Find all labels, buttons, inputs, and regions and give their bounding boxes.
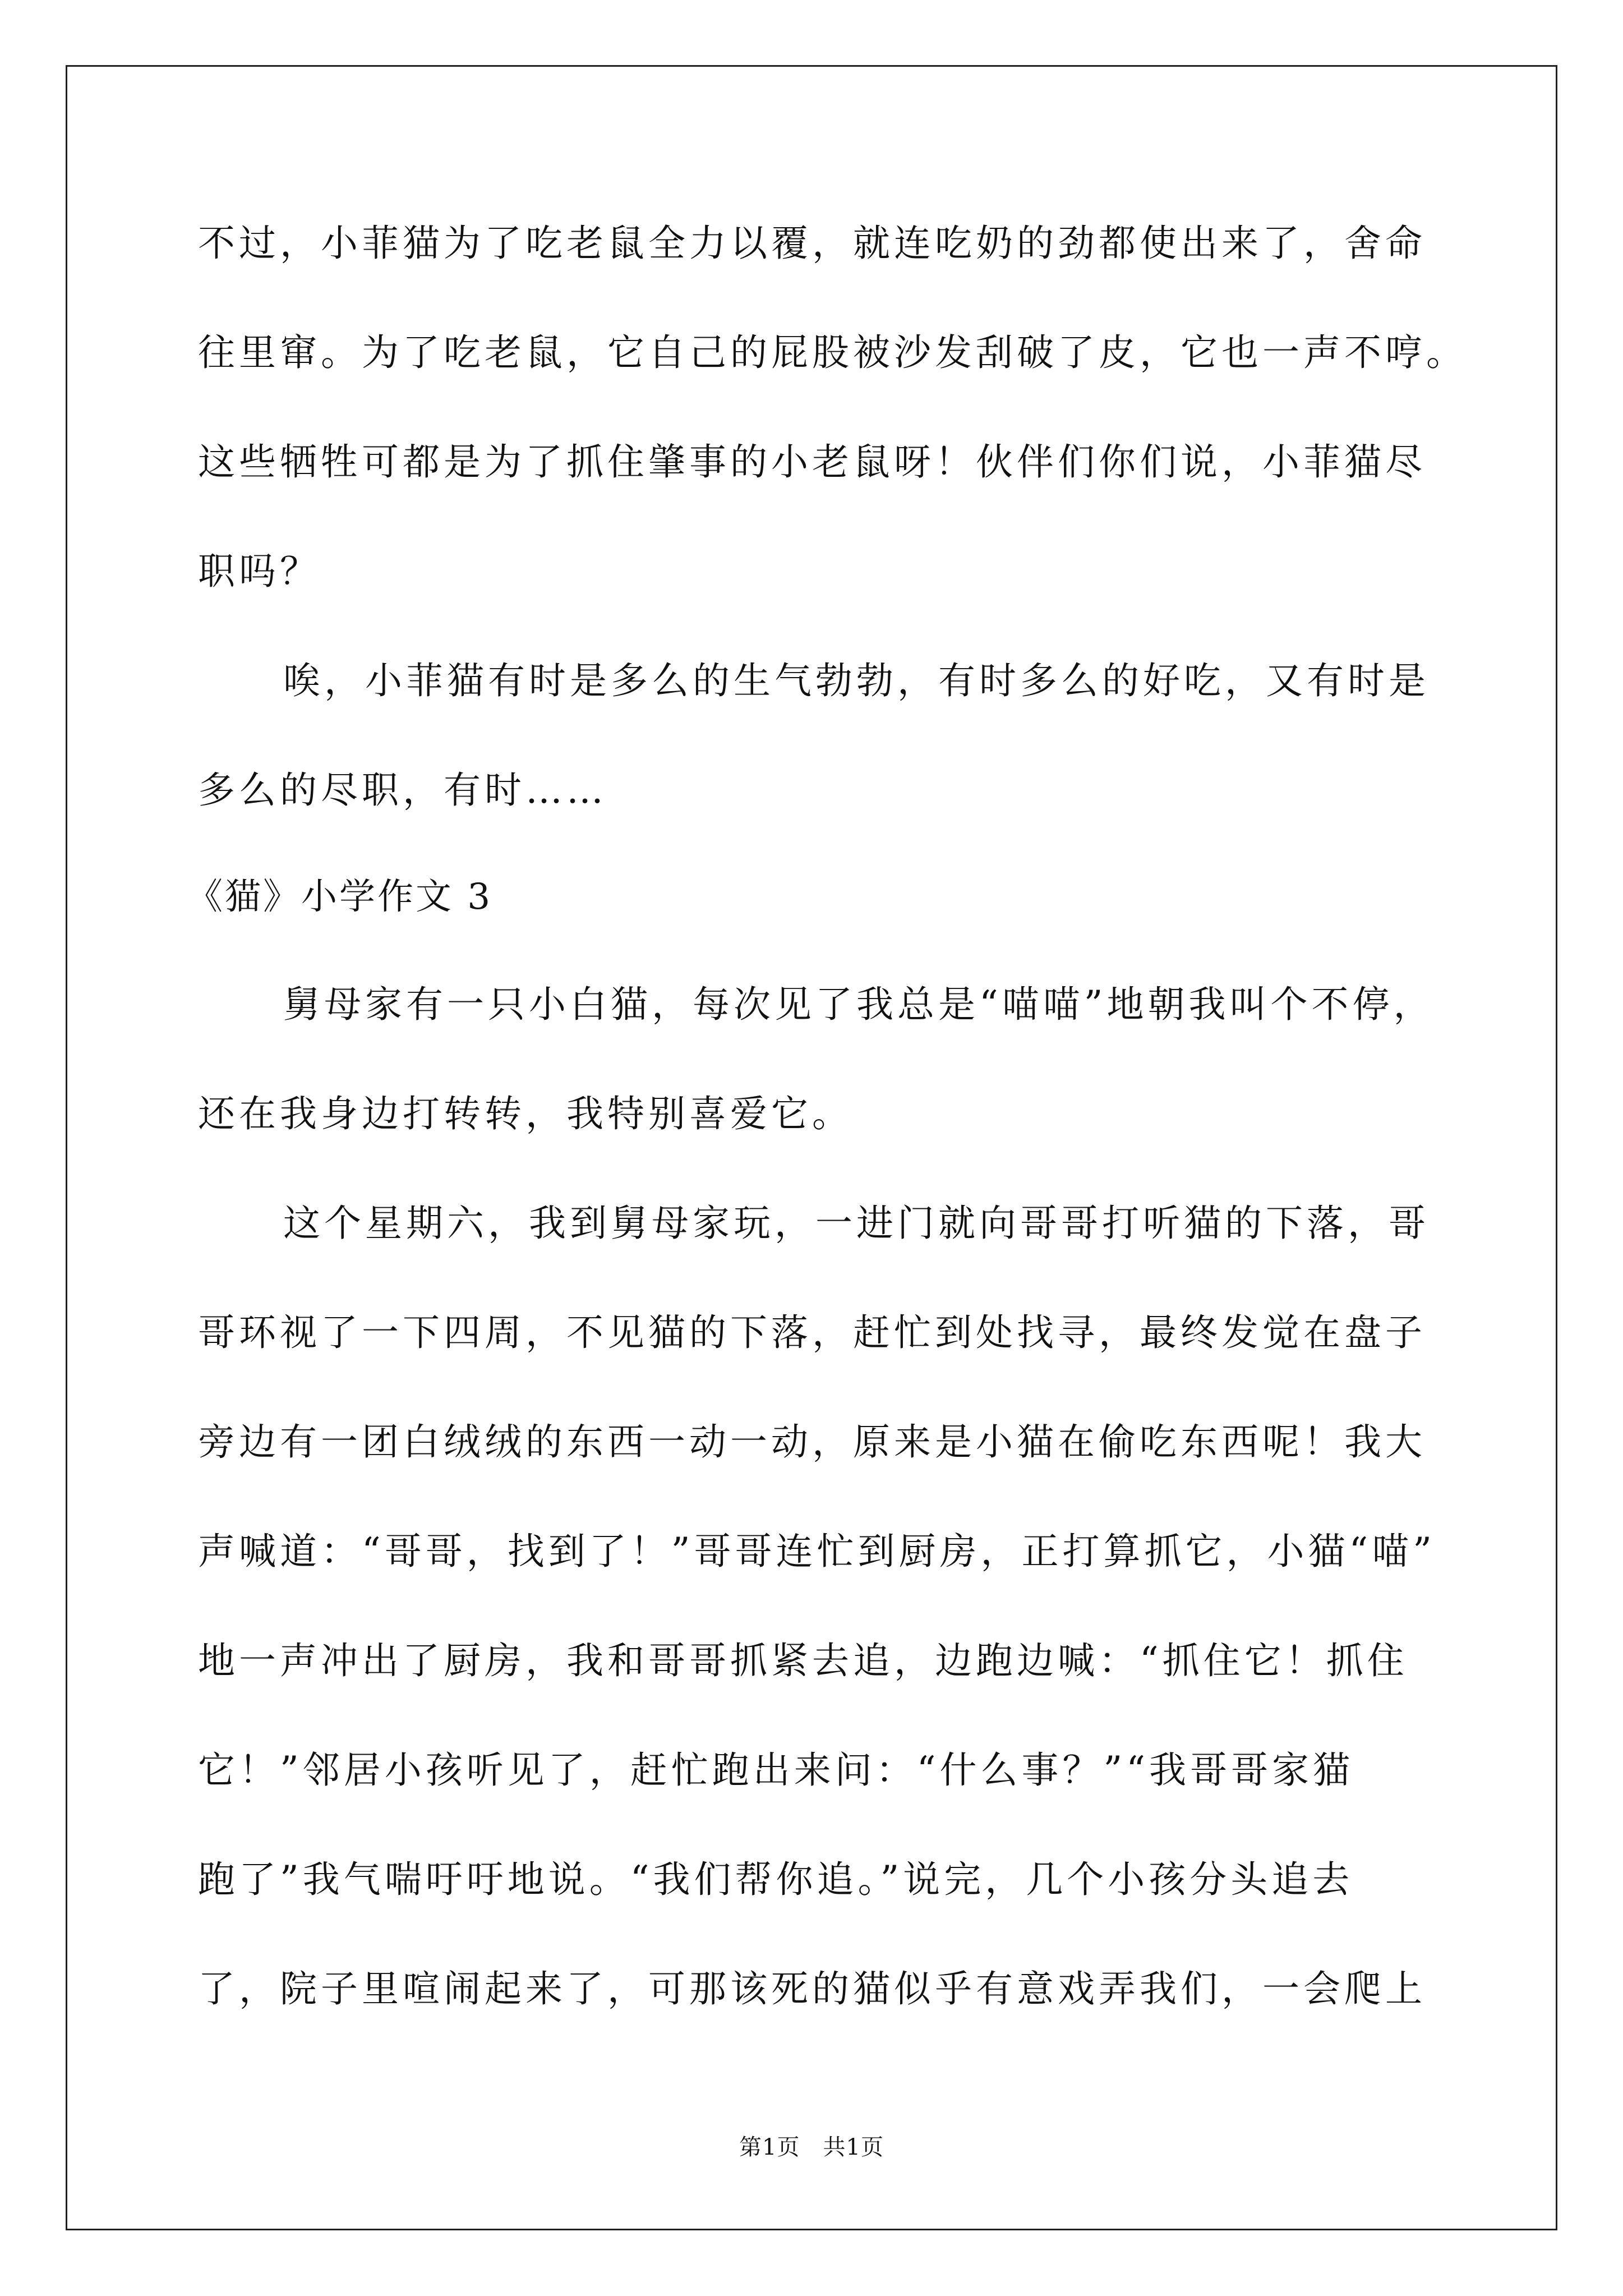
text-line: 不过，小菲猫为了吃老鼠全力以覆，就连吃奶的劲都使出来了，舍命	[198, 222, 1426, 265]
text-line: 职吗？	[198, 550, 321, 593]
text-line: 哥环视了一下四周，不见猫的下落，赶忙到处找寻，最终发觉在盘子	[198, 1311, 1426, 1354]
text-line: 它！”邻居小孩听见了，赶忙跑出来问：“什么事？”“我哥哥家猫	[198, 1749, 1354, 1792]
text-line: 多么的尽职，有时……	[198, 769, 607, 812]
page-frame	[66, 65, 1557, 2230]
section-heading: 《猫》小学作文 3	[187, 876, 493, 918]
page-number-footer: 第1页 共1页	[739, 2134, 884, 2160]
paragraph-start-line: 舅母家有一只小白猫，每次见了我总是“喵喵”地朝我叫个不停，	[283, 983, 1435, 1026]
text-line: 跑了”我气喘吁吁地说。“我们帮你追。”说完，几个小孩分头追去	[198, 1858, 1354, 1901]
paragraph-start-line: 这个星期六，我到舅母家玩，一进门就向哥哥打听猫的下落，哥	[283, 1202, 1430, 1245]
text-line: 这些牺牲可都是为了抓住肇事的小老鼠呀！伙伴们你们说，小菲猫尽	[198, 440, 1426, 484]
paragraph-start-line: 唉，小菲猫有时是多么的生气勃勃，有时多么的好吃，又有时是	[283, 659, 1430, 702]
text-line: 了，院子里喧闹起来了，可那该死的猫似乎有意戏弄我们，一会爬上	[198, 1967, 1426, 2010]
text-line: 旁边有一团白绒绒的东西一动一动，原来是小猫在偷吃东西呢！我大	[198, 1420, 1426, 1464]
text-line: 还在我身边打转转，我特别喜爱它。	[198, 1092, 853, 1135]
text-line: 声喊道：“哥哥，找到了！”哥哥连忙到厨房，正打算抓它，小猫“喵”	[198, 1530, 1436, 1573]
text-line: 地一声冲出了厨房，我和哥哥抓紧去追，边跑边喊：“抓住它！抓住	[198, 1639, 1408, 1682]
text-line: 往里窜。为了吃老鼠，它自己的屁股被沙发刮破了皮，它也一声不哼。	[198, 331, 1467, 374]
